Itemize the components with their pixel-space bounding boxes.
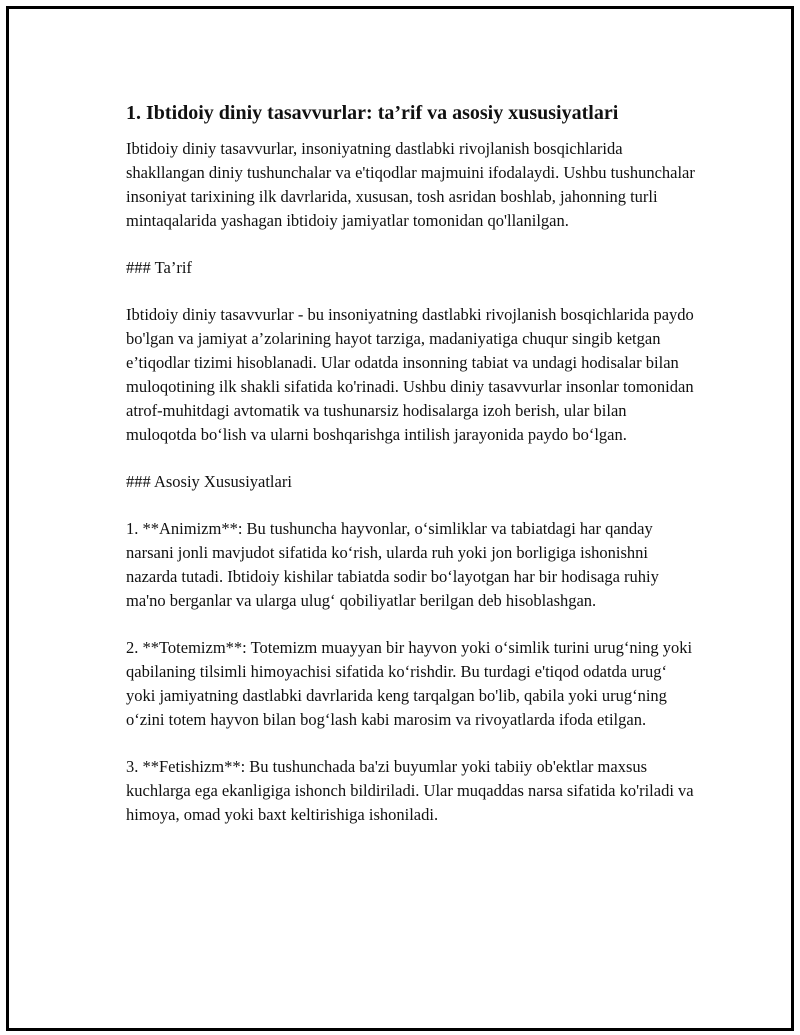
list-item-totemizm: 2. **Totemizm**: Totemizm muayyan bir hayvon yoki o‘simlik turini urug‘ning yoki qabilaning tilsimli himoyachisi sifatida ko‘rishdir. Bu turdagi e'tiqod odatda urug‘ yoki jamiyatning dastlabki davrlarida keng tarqalgan bo'lib, qabila yoki urug‘ning o‘zini totem hayvon bilan bog‘lash kabi marosim va rivoyatlarda ifoda etilgan.: [126, 638, 693, 729]
definition-paragraph: Ibtidoiy diniy tasavvurlar - bu insoniyatning dastlabki rivojlanish bosqichlarida paydo bo'lgan va jamiyat a’zolarining hayot tarziga, madaniyatiga chuqur singib ketgan e’tiqodlar tizimi hisoblanadi. Ular odatda insonning tabiat va undagi hodisalar bilan muloqotining ilk shakli sifatida ko'rinadi. Ushbu diniy tasavvurlar insonlar tomonidan atrof-muhitdagi avtomatik va tushunarsiz hodisalarga izoh berish, ular bilan muloqotda bo‘lish va ularni boshqarishga intilish jarayonida paydo bo‘lgan.: [126, 305, 694, 444]
list-item-animizm: 1. **Animizm**: Bu tushuncha hayvonlar, o‘simliklar va tabiatdagi har qanday narsani jonli mavjudot sifatida ko‘rish, ularda ruh yoki jon borligiga ishonishni nazarda tutadi. Ibtidoiy kishilar tabiatda sodir bo‘layotgan har bir hodisaga ruhiy ma'no berganlar va ularga ulug‘ qobiliyatlar berilgan deb hisoblashgan.: [126, 519, 659, 610]
section-heading-tarif: ### Ta’rif: [126, 258, 192, 277]
section-heading-features: ### Asosiy Xususiyatlari: [126, 472, 292, 491]
intro-paragraph: Ibtidoiy diniy tasavvurlar, insoniyatning dastlabki rivojlanish bosqichlarida shakllangan diniy tushunchalar va e'tiqodlar majmuini ifodalaydi. Ushbu tushunchalar insoniyat tarixining ilk davrlarida, xususan, tosh asridan boshlab, jahonning turli mintaqalarida yashagan ibtidoiy jamiyatlar tomonidan qo'llanilgan.: [126, 139, 695, 230]
list-item-fetishizm: 3. **Fetishizm**: Bu tushunchada ba'zi buyumlar yoki tabiiy ob'ektlar maxsus kuchlarga ega ekanligiga ishonch bildiriladi. Ular muqaddas narsa sifatida ko'riladi va himoya, omad yoki baxt keltirishiga ishoniladi.: [126, 757, 694, 824]
page-frame: [6, 6, 794, 1031]
document-body: [120, 99, 700, 850]
document-title: 1. Ibtidoiy diniy tasavvurlar: ta’rif va asosiy xususiyatlari: [126, 102, 619, 124]
